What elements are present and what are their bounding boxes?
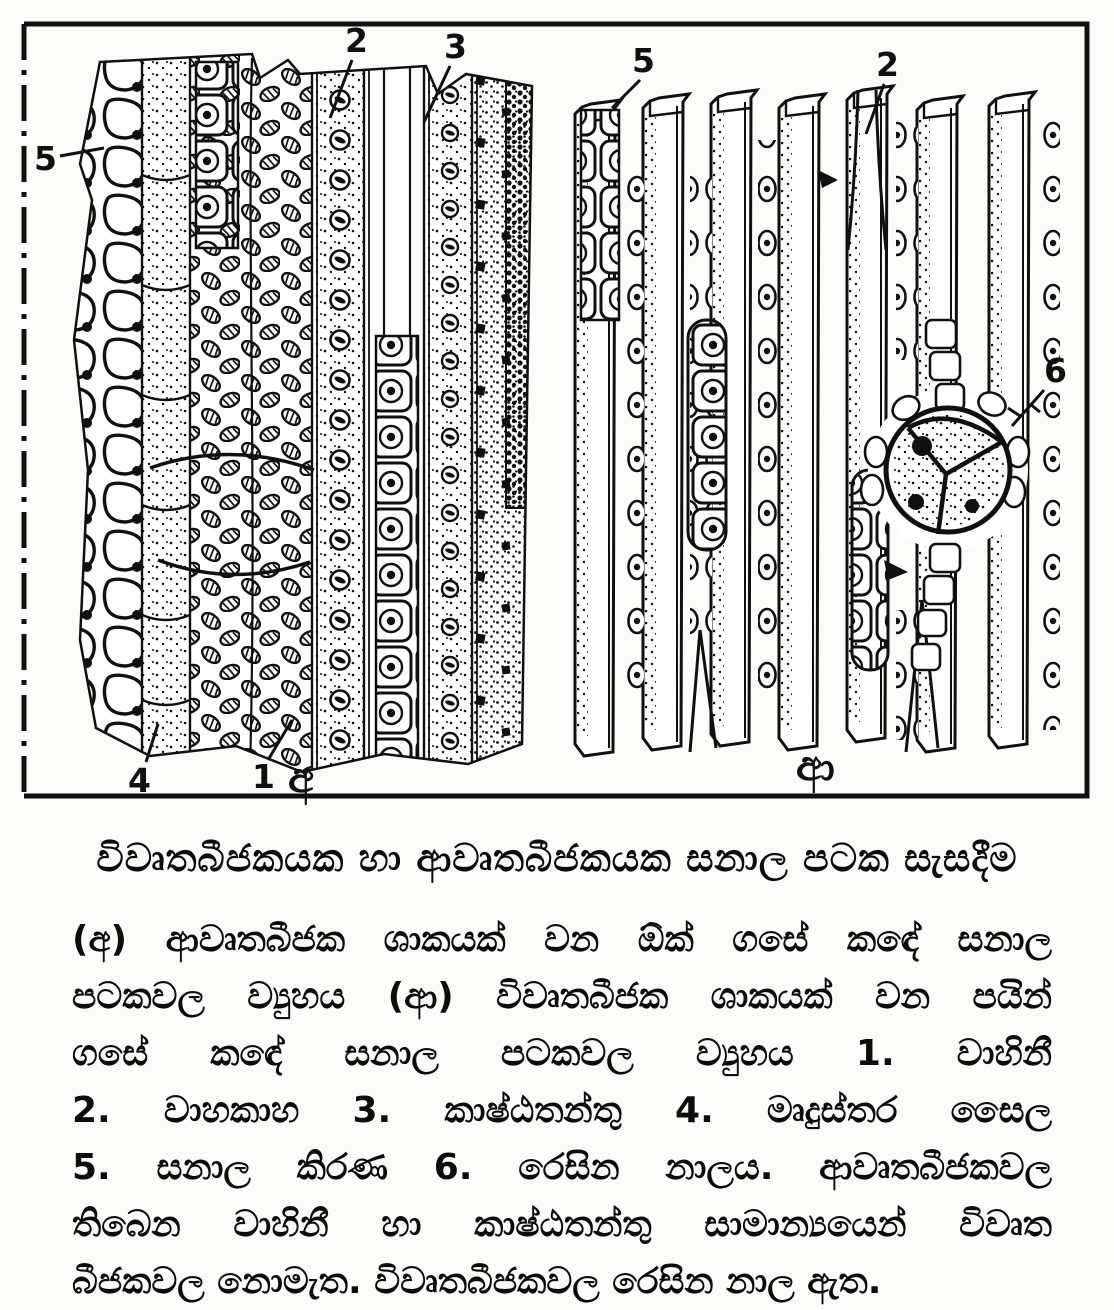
- panel-b-letter: ආ: [796, 741, 835, 790]
- callout-label-b6: 6: [1044, 351, 1067, 390]
- callout-label-a2: 2: [345, 21, 368, 60]
- figure-title: විවෘතබීජකයක හා ආවෘතබීජකයක සනාල පටක සැසදීම: [96, 836, 1018, 880]
- callout-label-a5: 5: [34, 139, 57, 178]
- caption-line: 5. සනාල කිරණ 6. රෙසින නාලය. ආවෘතබීජකවල: [72, 1147, 1052, 1188]
- callout-label-a1: 1: [252, 757, 275, 796]
- caption-line: පටකවල ව්‍යුහය (ආ) විවෘතබීජක ශාකයක් වන පයින්: [72, 976, 1052, 1017]
- caption-line: තිබෙන වාහිනී හා කාෂ්ඨතන්තු සාමාන්‍යයෙන් විවෘත: [72, 1204, 1052, 1245]
- caption-line: (අ) ආවෘතබීජක ශාකයක් වන ඕක් ගසේ කඳේ සනාල: [72, 919, 1052, 960]
- caption-line: ගසේ කඳේ සනාල පටකවල ව්‍යුහය 1. වාහිනී: [72, 1033, 1052, 1074]
- panel-a-letter: අ: [288, 753, 314, 802]
- caption-line: බීජකවල නොමැත. විවෘතබීජකවල රෙසින නාල ඇත.: [72, 1261, 882, 1302]
- callout-label-b2: 2: [876, 45, 899, 84]
- figure-caption: [72, 911, 1052, 1310]
- caption-line: 2. වාහකාහ 3. කාෂ්ඨතන්තු 4. මෘදුස්තර සෛල: [72, 1090, 1052, 1131]
- panel-b-drawing: [575, 86, 1060, 756]
- panel-a-drawing: [70, 54, 532, 776]
- callout-label-a4: 4: [128, 761, 151, 800]
- callout-label-a3: 3: [444, 27, 467, 66]
- callout-label-b5: 5: [632, 41, 655, 80]
